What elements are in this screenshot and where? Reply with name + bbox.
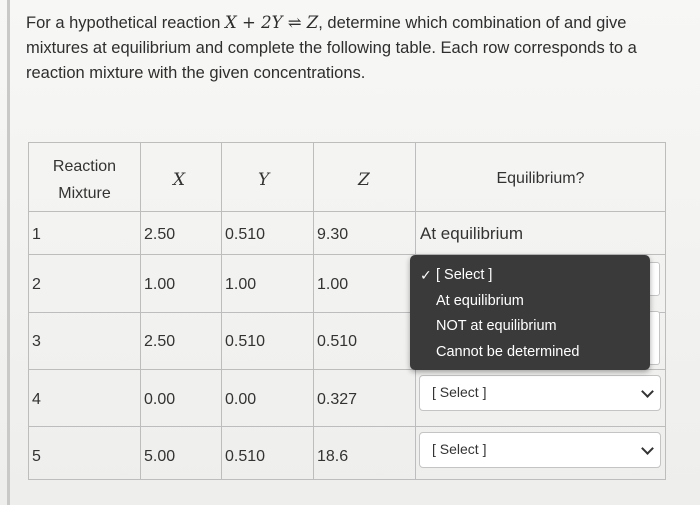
header-reaction: Reaction [52, 158, 117, 175]
row-id: 3 [32, 333, 41, 350]
cell-y: 0.510 [225, 333, 266, 350]
cell-z: 18.6 [317, 448, 349, 465]
dropdown-option-select[interactable]: [ Select ] [436, 267, 493, 283]
checkmark-icon: ✓ [420, 267, 432, 283]
cell-y: 0.510 [225, 448, 266, 465]
table-border-right [665, 142, 666, 480]
table-divider [221, 142, 222, 480]
cell-x: 0.00 [144, 391, 176, 408]
question-text [26, 10, 686, 86]
cell-y: 0.510 [225, 226, 266, 243]
cell-z: 1.00 [317, 276, 349, 293]
equilibrium-dropdown-menu [410, 255, 650, 370]
chevron-down-icon [641, 442, 654, 455]
header-mixture: Mixture [58, 185, 111, 202]
reaction-equation: X + 2Y ⇌ Z [225, 13, 319, 32]
cell-x: 2.50 [144, 226, 176, 243]
chevron-down-icon [641, 385, 654, 398]
header-y: Y [258, 170, 270, 190]
table-divider [28, 211, 666, 212]
answer-text: At equilibrium [420, 224, 523, 243]
cell-y: 1.00 [225, 276, 257, 293]
header-z: Z [358, 170, 370, 190]
cell-x: 5.00 [144, 448, 176, 465]
select-label: [ Select ] [432, 441, 487, 457]
question-part2: , determine which combination of and give mixtures at equilibrium and complete the following table. Each row corresponds to a reaction mixture with the given concentrations. [26, 14, 637, 82]
cell-z: 9.30 [317, 226, 349, 243]
cell-x: 1.00 [144, 276, 176, 293]
row-id: 2 [32, 276, 41, 293]
question-part1: For a hypothetical reaction [26, 14, 226, 32]
table-divider [313, 142, 314, 480]
row-id: 1 [32, 226, 41, 243]
table-divider [28, 426, 666, 427]
cell-z: 0.327 [317, 391, 358, 408]
select-label: [ Select ] [432, 384, 487, 400]
header-equilibrium: Equilibrium? [496, 170, 585, 187]
equilibrium-select-row-4[interactable] [419, 375, 661, 411]
cell-x: 2.50 [144, 333, 176, 350]
dropdown-option-cannot-be-determined[interactable]: Cannot be determined [436, 344, 580, 360]
dropdown-option-at-equilibrium[interactable]: At equilibrium [436, 293, 524, 309]
dropdown-option-not-at-equilibrium[interactable]: NOT at equilibrium [436, 318, 557, 334]
row-id: 4 [32, 391, 41, 408]
row-id: 5 [32, 448, 41, 465]
left-border [7, 0, 10, 505]
cell-y: 0.00 [225, 391, 257, 408]
header-x: X [173, 170, 186, 190]
equilibrium-select-row-5[interactable] [419, 432, 661, 468]
table-divider [140, 142, 141, 480]
table-border-bottom [28, 479, 666, 480]
cell-z: 0.510 [317, 333, 358, 350]
table-border-top [28, 142, 666, 143]
